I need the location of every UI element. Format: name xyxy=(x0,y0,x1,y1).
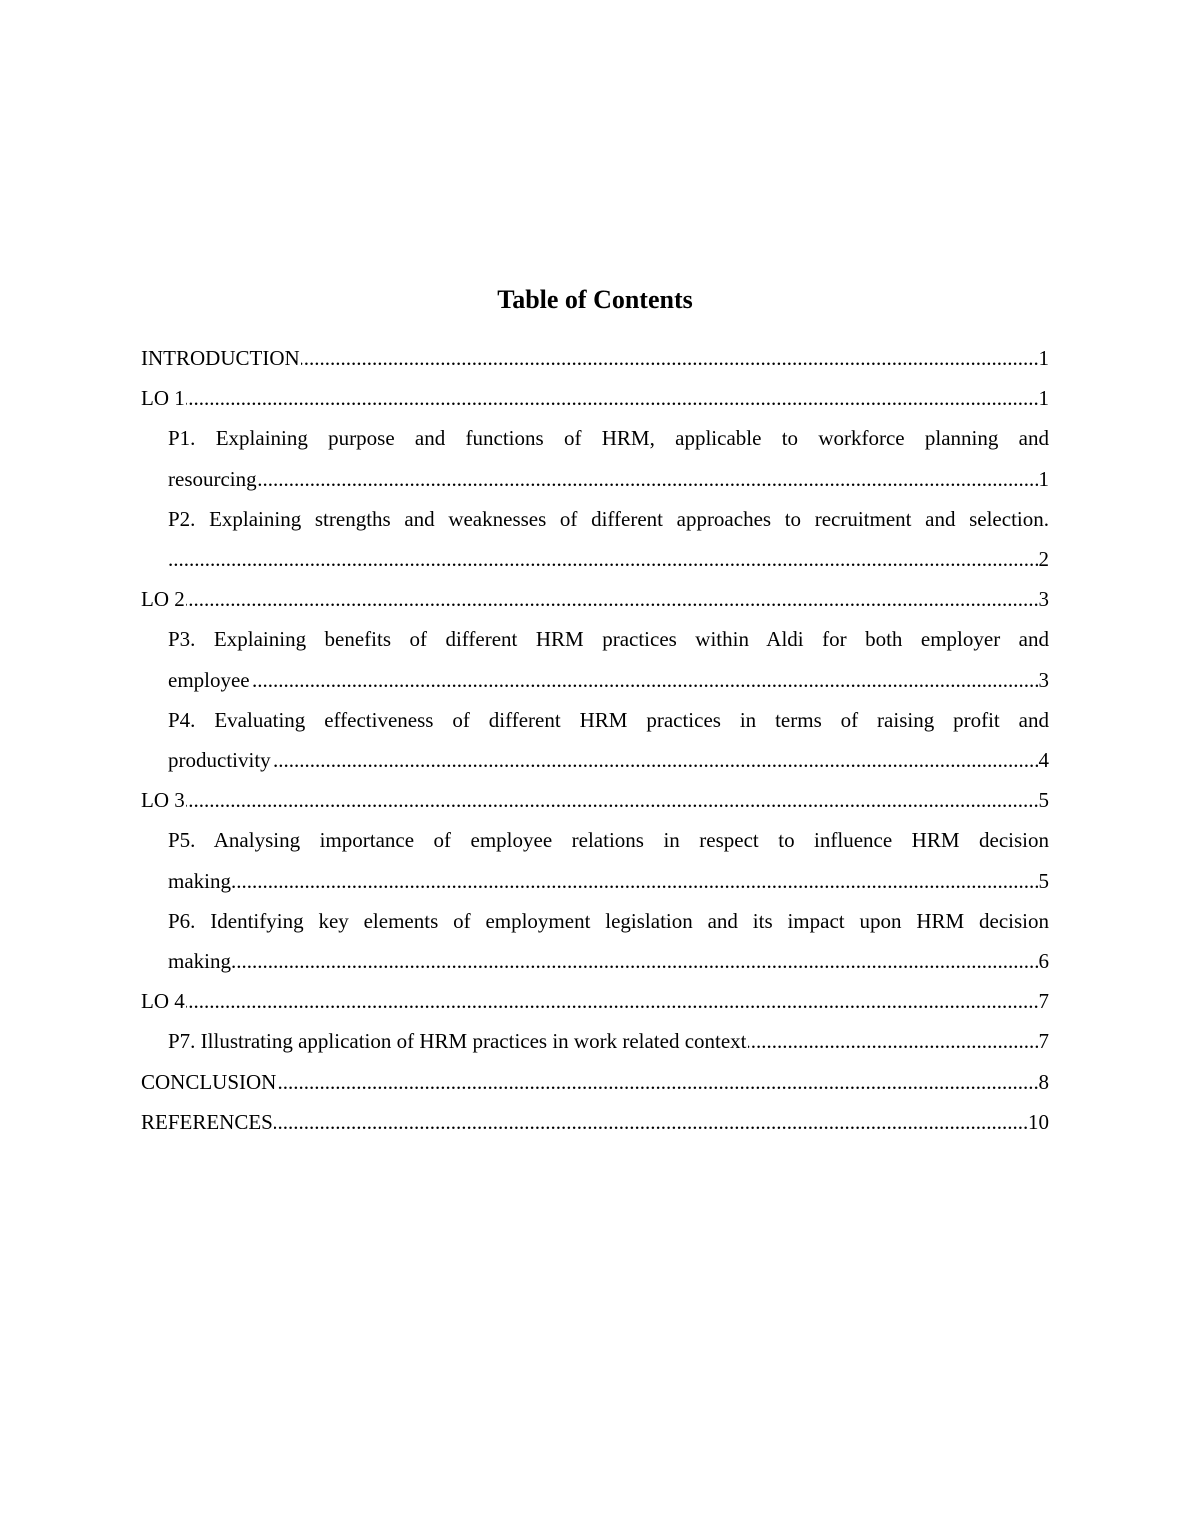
toc-entry-leader-line xyxy=(141,780,1049,820)
toc-entry[interactable] xyxy=(141,700,1049,780)
toc-entry-label: INTRODUCTION xyxy=(141,346,300,370)
toc-entry-label: productivity xyxy=(168,748,271,773)
toc-entry-leader-line xyxy=(168,459,1049,499)
toc-page-number: 7 xyxy=(1038,981,1050,1021)
toc-entry-heading: P4. Evaluating effectiveness of different HRM practices in terms of raising profit and xyxy=(168,707,1049,732)
toc-entry-heading: P6. Identifying key elements of employment legislation and its impact upon HRM decision xyxy=(168,908,1049,933)
toc-entry[interactable] xyxy=(141,820,1049,900)
toc-entry-leader-line xyxy=(168,861,1049,901)
toc-entry-label: making xyxy=(168,949,231,974)
toc-entry-leader-line xyxy=(141,981,1049,1021)
toc-page-number: 4 xyxy=(1038,740,1050,780)
toc-entry-heading: P1. Explaining purpose and functions of HRM, applicable to workforce planning and xyxy=(168,426,1049,451)
toc-entry[interactable] xyxy=(141,338,1049,378)
toc-entry-label: CONCLUSION xyxy=(141,1069,277,1094)
toc-page-number: 7 xyxy=(1038,1021,1050,1061)
toc-page-number: 10 xyxy=(1027,1102,1049,1142)
toc-page-number: 5 xyxy=(1038,861,1050,901)
table-of-contents xyxy=(141,338,1049,1142)
toc-entry-leader-line xyxy=(141,338,1049,378)
toc-entry-leader-line xyxy=(141,378,1049,418)
toc-entry-leader-line xyxy=(168,1021,1049,1061)
toc-entry-label: LO 2 xyxy=(141,587,185,612)
toc-entry-label: employee xyxy=(168,667,250,692)
toc-entry-heading: P3. Explaining benefits of different HRM practices within Aldi for both employer and xyxy=(168,627,1049,652)
toc-entry[interactable] xyxy=(141,780,1049,820)
toc-page-number: 1 xyxy=(1038,338,1050,378)
toc-entry[interactable] xyxy=(141,1102,1049,1142)
toc-entry-leader-line xyxy=(168,539,1049,579)
toc-entry-label xyxy=(168,547,169,571)
toc-entry-heading: P2. Explaining strengths and weaknesses of different approaches to recruitment and selection. xyxy=(168,506,1049,531)
toc-entry-leader-line xyxy=(168,660,1049,700)
toc-entry-leader-line xyxy=(141,1062,1049,1102)
toc-entry-label: LO 4 xyxy=(141,989,185,1014)
toc-page-number: 8 xyxy=(1038,1062,1050,1102)
toc-entry-leader-line xyxy=(141,579,1049,619)
toc-entry-heading: P5. Analysing importance of employee relations in respect to influence HRM decision xyxy=(168,828,1049,853)
toc-entry-label: REFERENCES xyxy=(141,1109,273,1134)
toc-entry[interactable] xyxy=(141,981,1049,1021)
toc-entry-label: P7. Illustrating application of HRM practices in work related context xyxy=(168,1029,747,1054)
toc-entry[interactable] xyxy=(141,1062,1049,1102)
toc-entry[interactable] xyxy=(141,378,1049,418)
toc-entry[interactable] xyxy=(141,499,1049,579)
toc-entry[interactable] xyxy=(141,418,1049,498)
page-title: Table of Contents xyxy=(497,285,693,314)
toc-page-number: 1 xyxy=(1038,459,1050,499)
toc-page-number: 1 xyxy=(1038,378,1050,418)
toc-entry-label: resourcing xyxy=(168,466,257,491)
toc-entry-leader-line xyxy=(141,1102,1049,1142)
toc-entry-leader-line xyxy=(168,740,1049,780)
toc-page-number: 6 xyxy=(1038,941,1050,981)
toc-entry[interactable] xyxy=(141,579,1049,619)
toc-entry-leader-line xyxy=(168,941,1049,981)
toc-entry[interactable] xyxy=(141,901,1049,981)
toc-page-number: 3 xyxy=(1038,660,1050,700)
toc-entry-label: LO 1 xyxy=(141,386,185,411)
toc-entry-label: LO 3 xyxy=(141,788,185,813)
toc-entry[interactable] xyxy=(141,619,1049,699)
toc-entry-label: making xyxy=(168,868,231,893)
toc-entry[interactable] xyxy=(141,1021,1049,1061)
toc-page-number: 2 xyxy=(1038,539,1050,579)
toc-page-number: 5 xyxy=(1038,780,1050,820)
toc-page-number: 3 xyxy=(1038,579,1050,619)
